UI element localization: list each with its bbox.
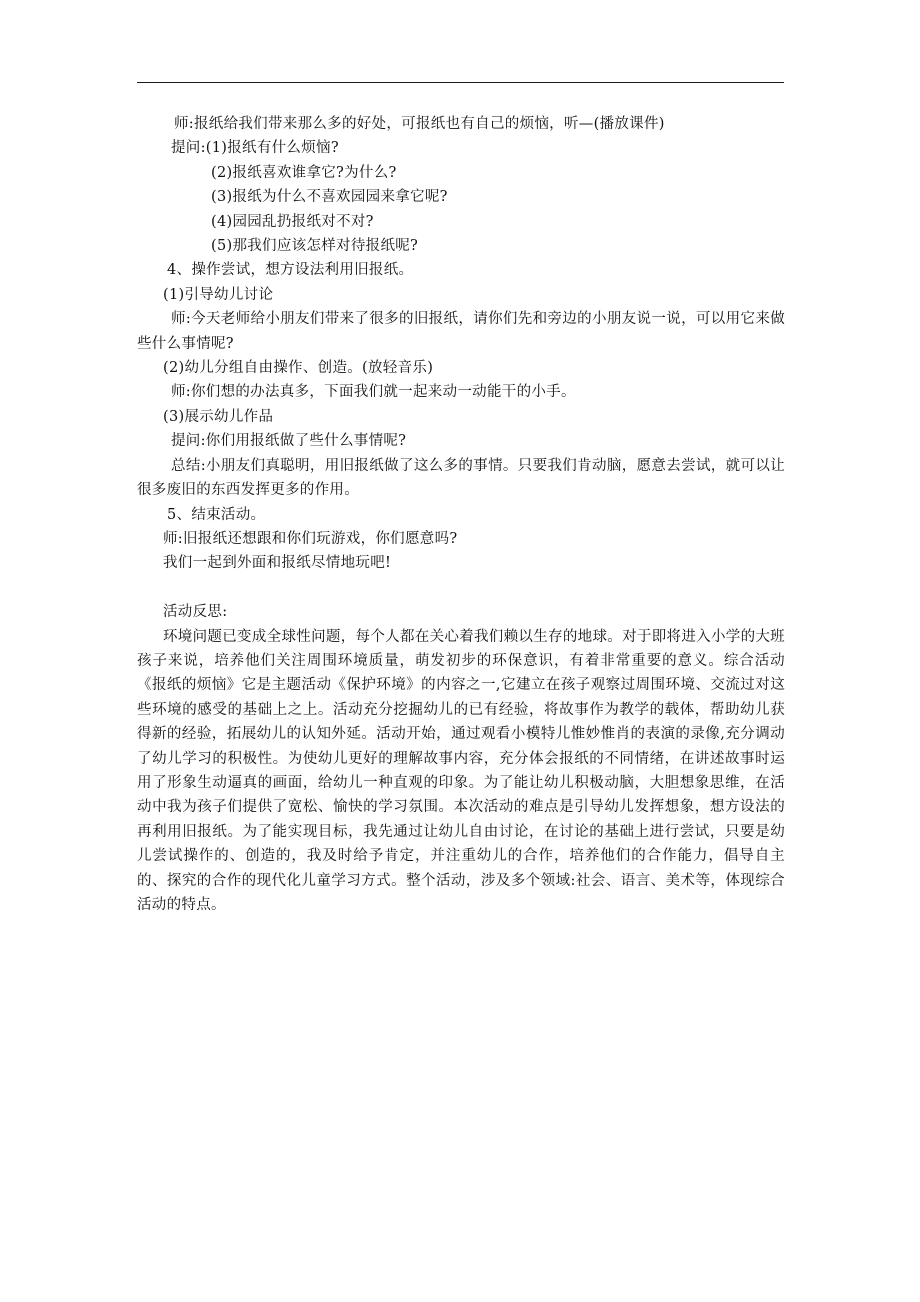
question-1: 提问:(1)报纸有什么烦恼? xyxy=(171,140,339,157)
step-2-heading: (2)幼儿分组自由操作、创造。(放轻音乐) xyxy=(163,360,434,377)
teacher-line-operation: 师:你们想的办法真多，下面我们就一起来动一动能干的小手。 xyxy=(171,384,576,401)
header-rule xyxy=(137,82,784,83)
section-4-heading: 4、操作尝试，想方设法利用旧报纸。 xyxy=(167,262,414,279)
summary-paragraph: 总结:小朋友们真聪明，用旧报纸做了这么多的事情。只要我们肯动脑，愿意去尝试，就可以让很多废旧的东西发挥更多的作用。 xyxy=(137,457,785,499)
reflection-paragraph: 环境问题已变成全球性问题，每个人都在关心着我们赖以生存的地球。对于即将进入小学的大班孩子来说，培养他们关注周围环境质量，萌发初步的环保意识，有着非常重要的意义。综合活动《报纸的烦恼》它是主题活动《保护环境》的内容之一,它建立在孩子观察过周围环境、交流过对这些环境的感受的基础上之上。活动充分挖掘幼儿的已有经验，将故事作为教学的载体，帮助幼儿获得新的经验，拓展幼儿的认知外延。活动开始，通过观看小模特儿惟妙惟肖的表演的录像,充分调动了幼儿学习的积极性。为使幼儿更好的理解故事内容，充分体会报纸的不同情绪，在讲述故事时运用了形象生动逼真的画面，给幼儿一种直观的印象。为了能让幼儿积极动脑，大胆想象思维，在活动中我为孩子们提供了宽松、愉快的学习氛围。本次活动的难点是引导幼儿发挥想象，想方设法的再利用旧报纸。为了能实现目标，我先通过让幼儿自由讨论，在讨论的基础上进行尝试，只要是幼儿尝试操作的、创造的，我及时给予肯定，并注重幼儿的合作，培养他们的合作能力，倡导自主的、探究的合作的现代化儿童学习方式。整个活动，涉及多个领域:社会、语言、美术等，体现综合活动的特点。 xyxy=(137,628,785,913)
teacher-line-discussion: 师:今天老师给小朋友们带来了很多的旧报纸，请你们先和旁边的小朋友说一说，可以用它来做些什么事情呢? xyxy=(137,311,785,352)
step-1-heading: (1)引导幼儿讨论 xyxy=(163,286,274,303)
question-works: 提问:你们用报纸做了些什么事情呢? xyxy=(171,433,407,450)
teacher-line-game: 师:旧报纸还想跟和你们玩游戏，你们愿意吗? xyxy=(163,530,458,547)
question-5: (5)那我们应该怎样对待报纸呢? xyxy=(211,238,419,255)
step-3-heading: (3)展示幼儿作品 xyxy=(163,408,274,425)
teacher-line-intro: 师:报纸给我们带来那么多的好处，可报纸也有自己的烦恼，听—(播放课件) xyxy=(174,116,665,132)
blank-line xyxy=(137,576,785,600)
closing-line: 我们一起到外面和报纸尽情地玩吧! xyxy=(163,555,392,572)
reflection-title: 活动反思: xyxy=(163,604,228,621)
question-2: (2)报纸喜欢谁拿它?为什么? xyxy=(211,164,397,181)
question-3: (3)报纸为什么不喜欢园园来拿它呢? xyxy=(211,189,448,206)
question-4: (4)园园乱扔报纸对不对? xyxy=(211,213,374,230)
document-body xyxy=(137,112,785,917)
section-5-heading: 5、结束活动。 xyxy=(167,506,266,523)
